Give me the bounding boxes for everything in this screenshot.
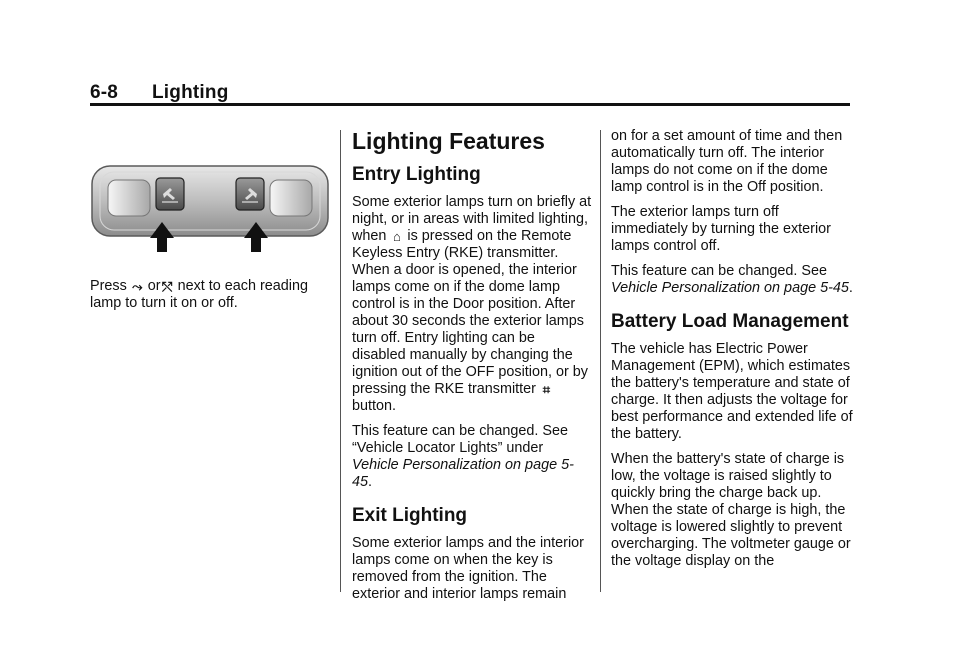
column-divider xyxy=(600,130,601,592)
page-number: 6-8 xyxy=(90,82,119,103)
lock-key-icon: ⌗ xyxy=(542,382,551,397)
page-header xyxy=(90,82,229,104)
vehicle-personalization-link[interactable]: Vehicle Personalization on page 5-45 xyxy=(352,457,574,490)
battery-paragraph-2: When the battery's state of charge is low, the voltage is raised slightly to quickly bring the charge back up. When the state of charge is high, the voltage is lowered slightly to prevent overcharging. The voltmeter gauge or the voltage display on the xyxy=(611,451,851,569)
entry-lighting-paragraph: Some exterior lamps turn on briefly at night, or in areas with limited lighting, when ⌂ is pressed on the Remote Keyless Entry (RKE) transmitter. When a door is opened, the interior lamps come on if the dome lamp control is in the Door position. After about 30 seconds the exterior lamps turn off. Entry lighting can be disabled manually by changing the ignition out of the OFF position, or by pressing the RKE transmitter ⌗button. xyxy=(352,194,592,414)
exit-lighting-paragraph: Some exterior lamps and the interior lamps come on when the key is removed from the ignition. The exterior and interior lamps remain xyxy=(352,535,584,602)
section-heading: Lighting Features xyxy=(352,128,545,154)
exit-lighting-continued: on for a set amount of time and then automatically turn off. The interior lamps do not come on if the dome lamp control is in the Off position. xyxy=(611,128,843,195)
battery-paragraph-1: The vehicle has Electric Power Management (EPM), which estimates the battery's temperature and state of charge. It then adjusts the voltage for best performance and extended life of the battery. xyxy=(611,341,853,442)
header-rule xyxy=(90,103,850,106)
column-divider xyxy=(340,130,341,592)
lamp-right-icon: ⤲ xyxy=(161,279,173,294)
vehicle-personalization-link[interactable]: Vehicle Personalization on page 5-45 xyxy=(611,280,849,296)
reading-lamp-illustration xyxy=(90,130,330,270)
exterior-lamps-paragraph: The exterior lamps turn off immediately by turning the exterior lamps control off. xyxy=(611,204,831,254)
column-3 xyxy=(611,128,856,578)
entry-lighting-change-note: This feature can be changed. See “Vehicle Locator Lights” under Vehicle Personalization on page 5-45. xyxy=(352,423,574,490)
exit-lighting-change-note: This feature can be changed. See Vehicle Personalization on page 5-45. xyxy=(611,263,853,296)
exit-lighting-heading: Exit Lighting xyxy=(352,505,468,526)
figure-caption: Press ⤳ or⤲ next to each reading lamp to turn it on or off. xyxy=(90,278,309,311)
entry-lighting-heading: Entry Lighting xyxy=(352,164,481,185)
right-lamp-button xyxy=(236,178,264,210)
column-2 xyxy=(352,128,592,611)
left-lamp-button xyxy=(156,178,184,210)
battery-load-management-heading: Battery Load Management xyxy=(611,311,849,332)
unlock-key-icon: ⌂ xyxy=(392,229,401,244)
column-1 xyxy=(90,130,330,320)
section-title: Lighting xyxy=(152,82,229,103)
lamp-left-icon: ⤳ xyxy=(132,279,143,294)
